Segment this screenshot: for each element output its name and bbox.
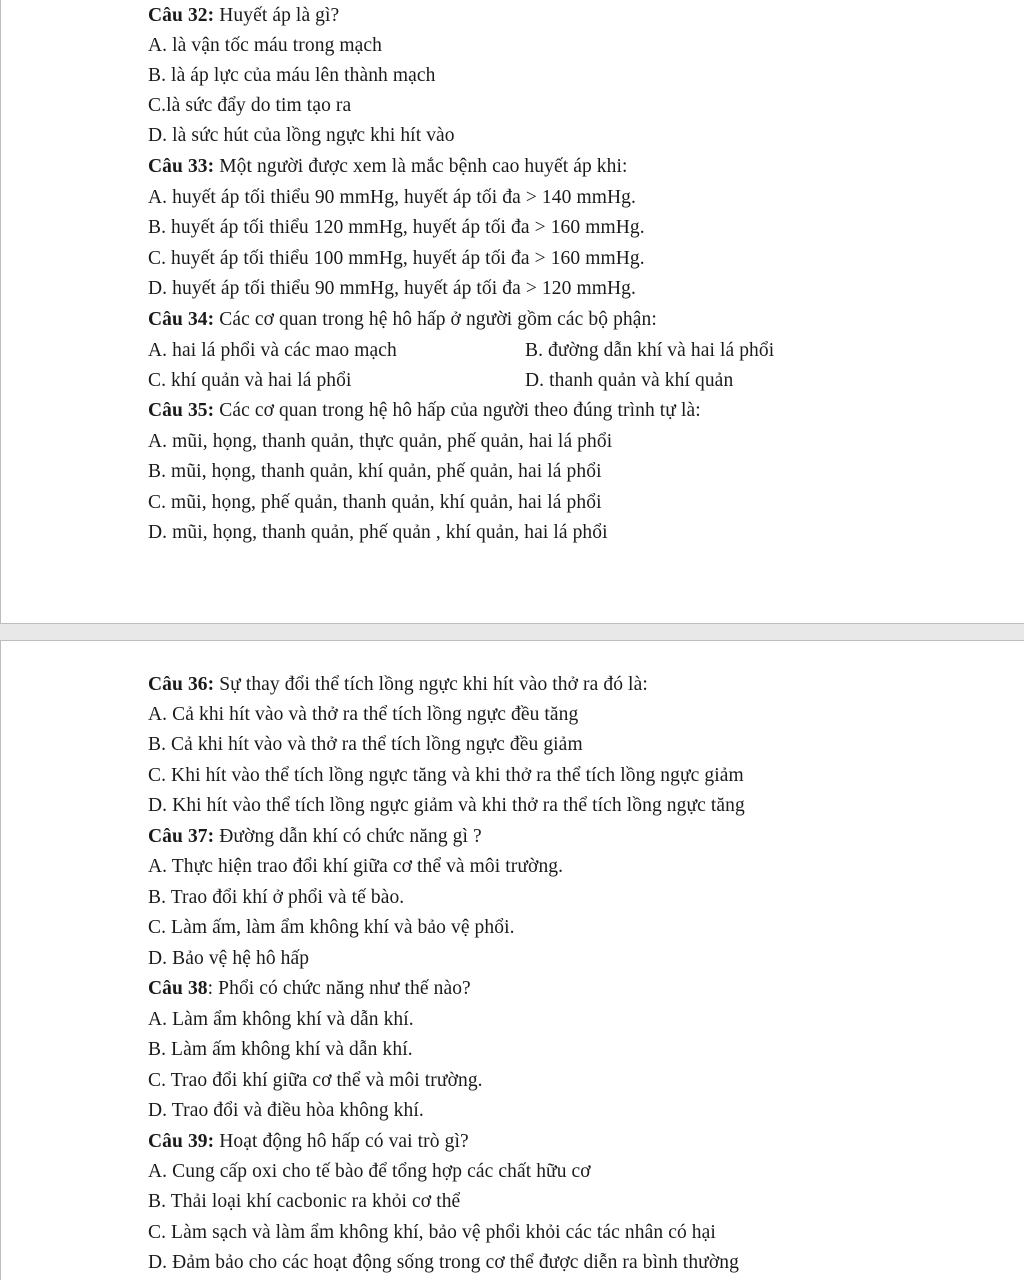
question-32-stem [148, 3, 339, 29]
question-37-option-d: D. Bảo vệ hệ hô hấp [148, 948, 310, 969]
question-32-option-c: C.là sức đẩy do tim tạo ra [148, 95, 352, 116]
question-35-option-c: C. mũi, họng, phế quản, thanh quản, khí quản, hai lá phổi [148, 492, 602, 513]
question-34-text: Các cơ quan trong hệ hô hấp ở người gồm các bộ phận: [214, 309, 657, 330]
question-37-option-b: B. Trao đổi khí ở phổi và tế bào. [148, 887, 405, 908]
question-35-option-a: A. mũi, họng, thanh quản, thực quản, phế quản, hai lá phổi [148, 431, 613, 452]
question-33-option-b: B. huyết áp tối thiểu 120 mmHg, huyết áp tối đa > 160 mmHg. [148, 217, 645, 238]
question-34-option-d: D. thanh quản và khí quản [525, 370, 734, 391]
question-39-option-d: D. Đảm bảo cho các hoạt động sống trong cơ thể được diễn ra bình thường [148, 1252, 739, 1273]
question-39-option-a: A. Cung cấp oxi cho tế bào để tổng hợp các chất hữu cơ [148, 1161, 591, 1182]
question-36-option-d: D. Khi hít vào thể tích lồng ngực giảm và khi thở ra thể tích lồng ngực tăng [148, 795, 745, 816]
question-39-option-b: B. Thải loại khí cacbonic ra khỏi cơ thể [148, 1191, 461, 1212]
question-34-option-c: C. khí quản và hai lá phổi [148, 370, 352, 391]
question-33-option-a: A. huyết áp tối thiểu 90 mmHg, huyết áp tối đa > 140 mmHg. [148, 187, 636, 208]
question-33-label: Câu 33: [148, 156, 215, 177]
question-39-stem [148, 1129, 469, 1155]
question-32-label: Câu 32: [148, 5, 215, 26]
question-34-option-b: B. đường dẫn khí và hai lá phổi [525, 340, 775, 361]
question-37-stem [148, 824, 482, 850]
question-39-text: Hoạt động hô hấp có vai trò gì? [214, 1131, 469, 1152]
question-38-stem [148, 976, 471, 1002]
page-separator [0, 624, 1024, 640]
question-32-option-a: A. là vận tốc máu trong mạch [148, 35, 383, 56]
question-32-option-b: B. là áp lực của máu lên thành mạch [148, 65, 436, 86]
document-page-2 [0, 640, 1024, 1280]
question-34-stem [148, 307, 657, 333]
question-38-label: Câu 38 [148, 978, 208, 999]
question-35-label: Câu 35: [148, 400, 215, 421]
question-37-option-a: A. Thực hiện trao đổi khí giữa cơ thể và môi trường. [148, 856, 564, 877]
question-36-option-b: B. Cả khi hít vào và thở ra thể tích lồng ngực đều giảm [148, 734, 583, 755]
question-37-option-c: C. Làm ấm, làm ẩm không khí và bảo vệ phổi. [148, 917, 515, 938]
question-37-text: Đường dẫn khí có chức năng gì ? [214, 826, 482, 847]
question-36-stem [148, 672, 648, 698]
question-33-option-d: D. huyết áp tối thiểu 90 mmHg, huyết áp tối đa > 120 mmHg. [148, 278, 636, 299]
document-page-1 [0, 0, 1024, 624]
question-35-option-b: B. mũi, họng, thanh quản, khí quản, phế quản, hai lá phổi [148, 461, 602, 482]
question-35-stem [148, 398, 701, 424]
question-38-option-a: A. Làm ẩm không khí và dẫn khí. [148, 1009, 414, 1030]
question-34-option-a: A. hai lá phổi và các mao mạch [148, 340, 397, 361]
question-36-label: Câu 36: [148, 674, 215, 695]
question-34-label: Câu 34: [148, 309, 215, 330]
question-38-option-c: C. Trao đổi khí giữa cơ thể và môi trường. [148, 1070, 483, 1091]
question-38-option-d: D. Trao đổi và điều hòa không khí. [148, 1100, 424, 1121]
question-36-text: Sự thay đổi thể tích lồng ngực khi hít vào thở ra đó là: [214, 674, 648, 695]
question-39-label: Câu 39: [148, 1131, 215, 1152]
question-38-text: : Phổi có chức năng như thế nào? [207, 978, 471, 999]
question-39-option-c: C. Làm sạch và làm ẩm không khí, bảo vệ phổi khỏi các tác nhân có hại [148, 1222, 716, 1243]
question-32-option-d: D. là sức hút của lồng ngực khi hít vào [148, 125, 455, 146]
question-36-option-c: C. Khi hít vào thể tích lồng ngực tăng và khi thở ra thể tích lồng ngực giảm [148, 765, 744, 786]
question-33-text: Một người được xem là mắc bệnh cao huyết áp khi: [214, 156, 628, 177]
question-32-text: Huyết áp là gì? [214, 5, 340, 26]
question-36-option-a: A. Cả khi hít vào và thở ra thể tích lồng ngực đều tăng [148, 704, 579, 725]
question-38-option-b: B. Làm ấm không khí và dẫn khí. [148, 1039, 413, 1060]
question-37-label: Câu 37: [148, 826, 215, 847]
question-33-option-c: C. huyết áp tối thiểu 100 mmHg, huyết áp tối đa > 160 mmHg. [148, 248, 645, 269]
question-35-option-d: D. mũi, họng, thanh quản, phế quản , khí quản, hai lá phổi [148, 522, 608, 543]
question-35-text: Các cơ quan trong hệ hô hấp của người theo đúng trình tự là: [214, 400, 701, 421]
question-33-stem [148, 154, 628, 180]
